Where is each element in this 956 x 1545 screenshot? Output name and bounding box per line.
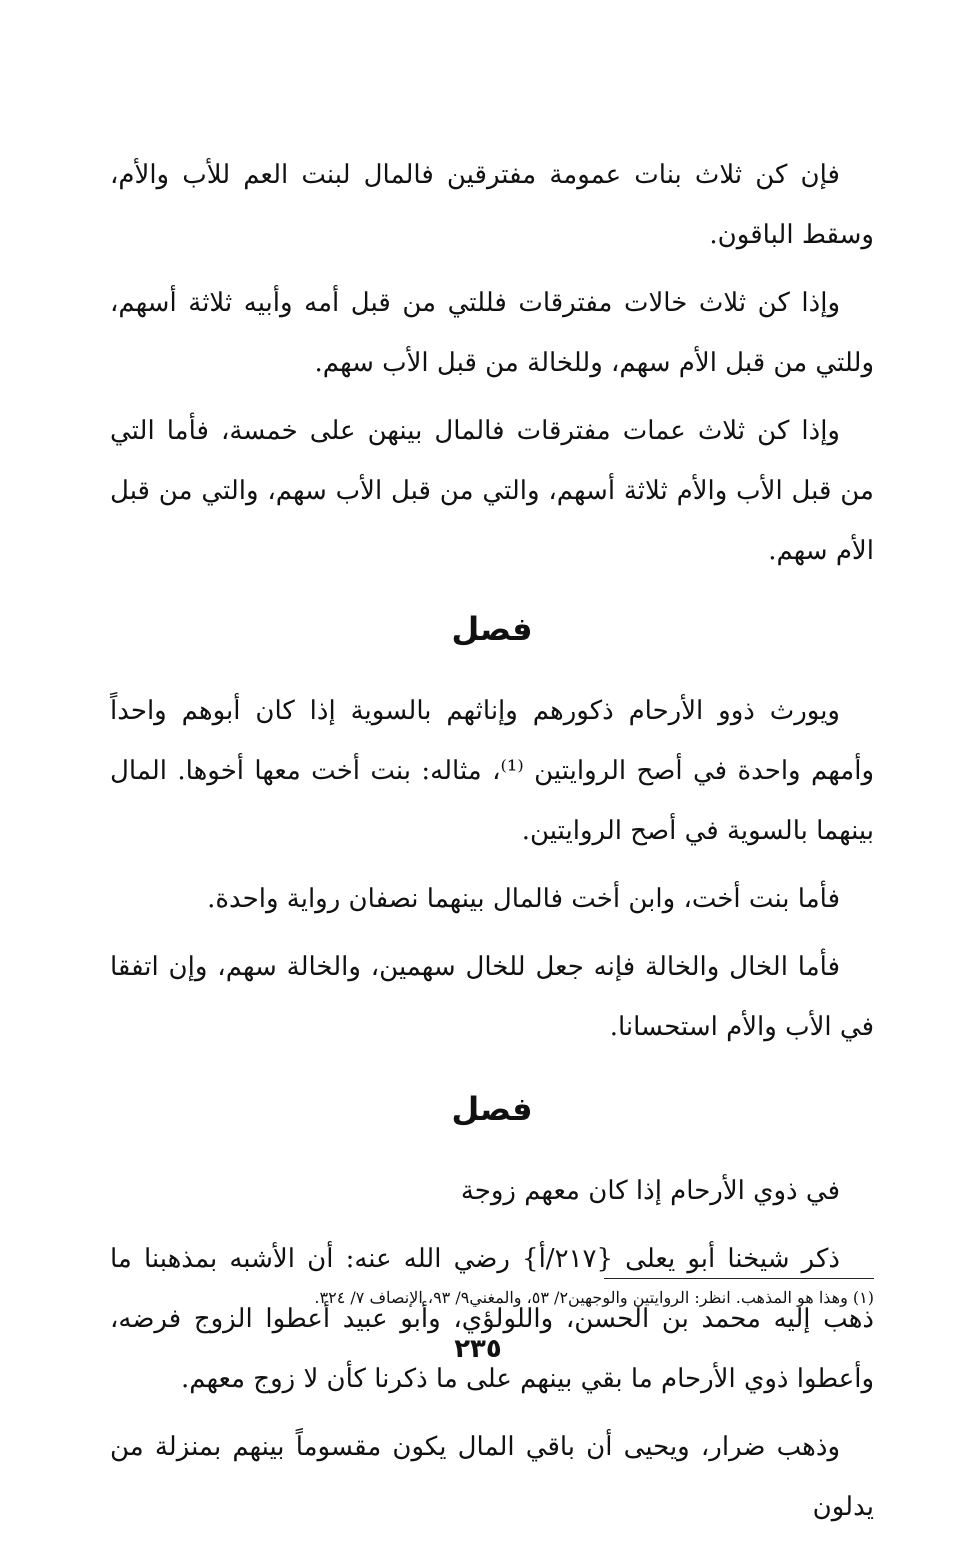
section-heading-fasl-1: فصل xyxy=(451,610,533,648)
footnote-divider xyxy=(604,1278,874,1279)
paragraph-abu-yala-opinion: ذكر شيخنا أبو يعلى {٢١٧/أ} رضي الله عنه: أن الأشبه بمذهبنا ما ذهب إليه محمد بن الحسن، واللولؤي، وأبو عبيد أعطوا الزوج فرضه، وأعطوا ذوي الأرحام ما بقي بينهم على ما ذكرنا كأن لا زوج معهم. xyxy=(110,1244,874,1394)
paragraph-maternal-uncle-aunt: فأما الخال والخالة فإنه جعل للخال سهمين، والخالة سهم، وإن اتفقا في الأب والأم استحسانا. xyxy=(110,952,874,1042)
paragraph-maternal-aunts: وإذا كن ثلاث خالات مفترقات فللتي من قبل أمه وأبيه ثلاثة أسهم، وللتي من قبل الأم سهم، وللخالة من قبل الأب سهم. xyxy=(110,288,874,378)
paragraph-paternal-aunts: وإذا كن ثلاث عمات مفترقات فالمال بينهن على خمسة، فأما التي من قبل الأب والأم ثلاثة أسهم، والتي من قبل الأب سهم، والتي من قبل الأم سهم. xyxy=(110,416,874,566)
paragraph-equal-inheritance: ويورث ذوو الأرحام ذكورهم وإناثهم بالسوية إذا كان أبوهم واحداً وأمهم واحدة في أصح الروايتين ⁽¹⁾، مثاله: بنت أخت معها أخوها. المال بينهما بالسوية في أصح الروايتين. xyxy=(110,696,875,846)
paragraph-dirar-yahya-opinion: وذهب ضرار، ويحيى أن باقي المال يكون مقسوماً بينهم بمنزلة من يدلون xyxy=(110,1432,874,1522)
footnote: (١) وهذا هو المذهب. انظر: الروايتين والوجهين٢/ ٥٣، والمغني٩/ ٩٣، الإنصاف ٧/ ٣٢٤. xyxy=(314,1288,874,1307)
section-heading-fasl-2: فصل xyxy=(451,1090,533,1128)
paragraph-section-subtitle: في ذوي الأرحام إذا كان معهم زوجة xyxy=(460,1176,840,1206)
paragraph-daughters-of-uncles: فإن كن ثلاث بنات عمومة مفترقين فالمال لبنت العم للأب والأم، وسقط الباقون. xyxy=(110,160,874,250)
page-number: ٢٣٥ xyxy=(454,1334,502,1364)
paragraph-sister-children: فأما بنت أخت، وابن أخت فالمال بينهما نصفان رواية واحدة. xyxy=(207,884,840,914)
